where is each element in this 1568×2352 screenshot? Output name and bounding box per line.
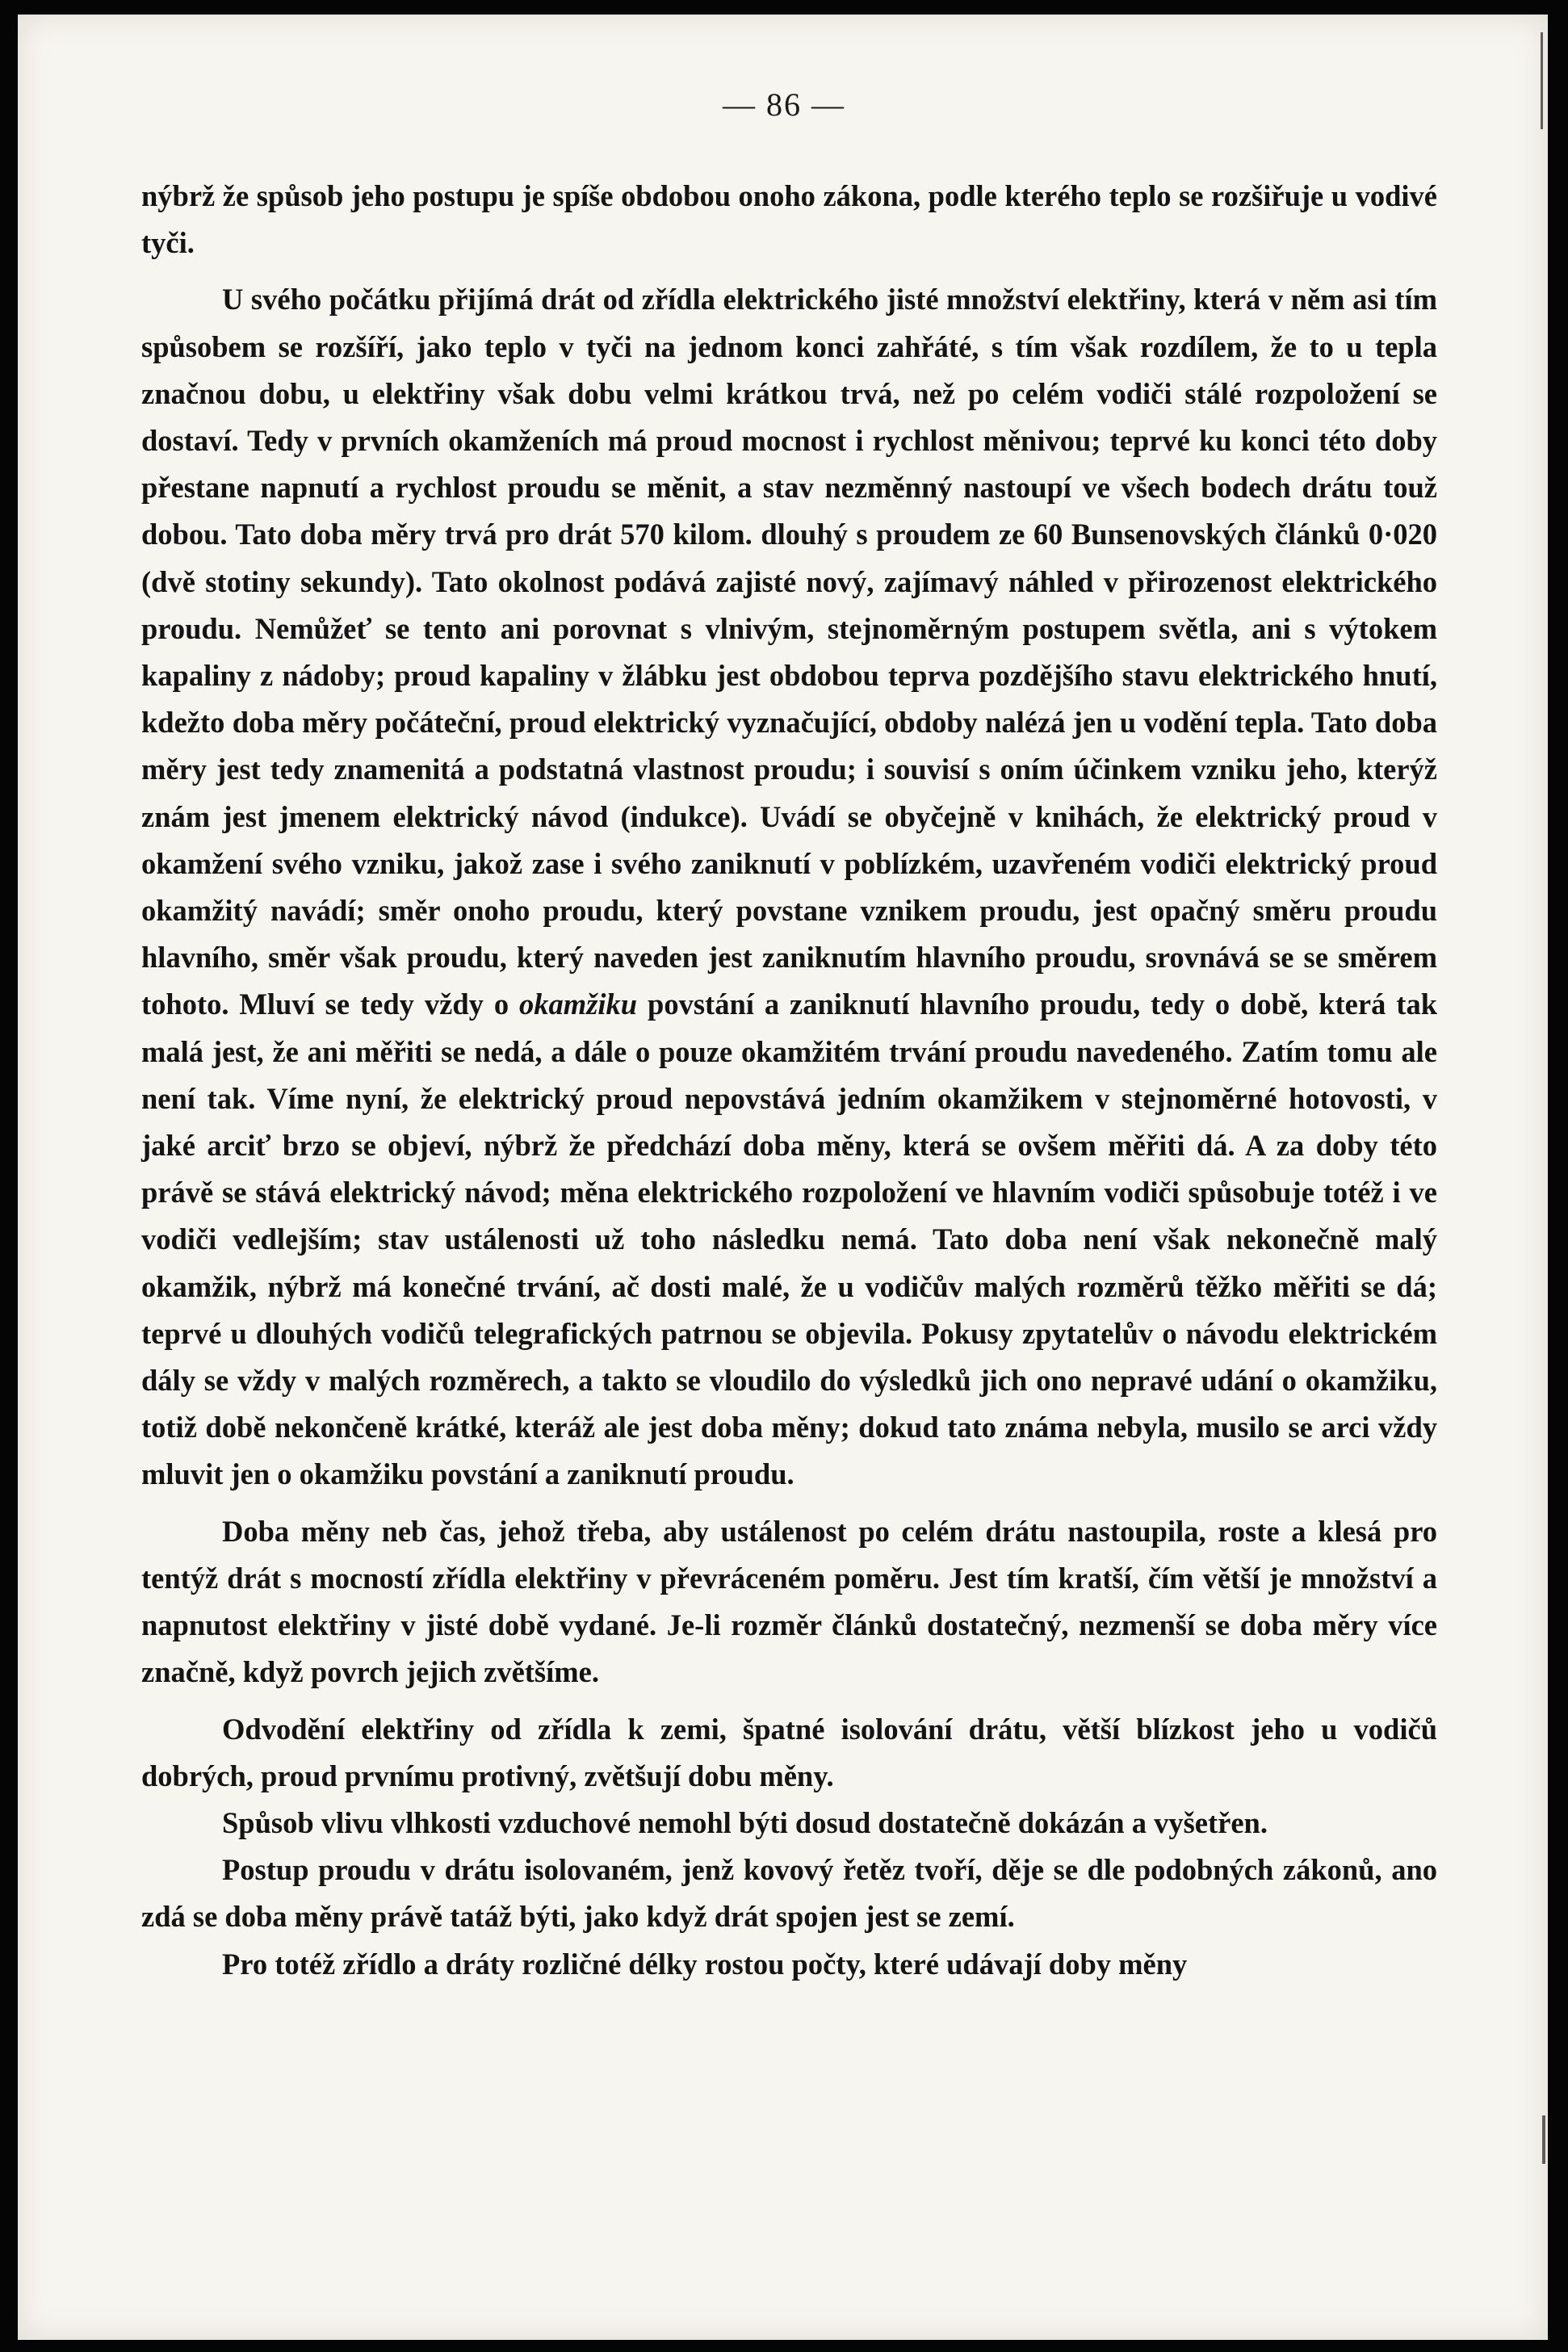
paragraph-postup: Postup proudu v drátu isolovaném, jenž kovový řetěz tvoří, děje se dle podobných zákonů, ano zdá se doba měny právě tatáž býti, jako když drát spojen jest se zemí.: [141, 1853, 1437, 1934]
scan-edge-mark: [1542, 2115, 1545, 2164]
paragraph-doba-meny: Doba měny neb čas, jehož třeba, aby ustálenost po celém drátu nastoupila, roste a klesá pro tentýž drát s mocností zřídla elektřiny v převráceném poměru. Jest tím kratší, čím větší je množství a napnutost elektřiny v jisté době vydané. Je-li rozměr článků dostatečný, nezmenší se doba měry více značně, když povrch jejich zvětšíme.: [141, 1514, 1437, 1689]
book-page: [18, 15, 1548, 2340]
body-text: [141, 173, 1437, 1988]
paragraph-continuation: nýbrž že spůsob jeho postupu je spíše obdobou onoho zákona, podle kterého teplo se rozšiřuje u vodivé tyči.: [141, 179, 1437, 260]
paragraph-vlhkost: Spůsob vlivu vlhkosti vzduchové nemohl býti dosud dostatečně dokázán a vyšetřen.: [222, 1805, 1268, 1839]
paragraph-odvodeni: Odvodění elektřiny od zřídla k zemi, špatné isolování drátu, větší blízkost jeho u vodičů dobrých, proud prvnímu protivný, zvětšují dobu měny.: [141, 1712, 1437, 1792]
page-number: — 86 —: [723, 86, 845, 123]
paragraph-doba-mery: [141, 276, 1437, 1498]
paragraph-text: U svého počátku přijímá drát od zřídla elektrického jisté množství elektřiny, která v něm asi tím spůsobem se rozšíří, jako teplo v tyči na jednom konci zahřáté, s tím však rozdílem, že to u tepla značnou dobu, u elektřiny však dobu velmi krátkou trvá, než po celém vodiči stálé rozpoložení se dostaví. Tedy v prvních okamženích má proud mocnost i rychlost měnivou; teprvé ku konci této doby přestane napnutí a rychlost proudu se měnit, a stav nezměnný nastoupí ve všech bodech drátu touž dobou. Tato doba měry trvá pro drát 570 kilom. dlouhý s proudem ze 60 Bunsenovských článků 0·020 (dvě stotiny sekundy). Tato okolnost podává zajisté nový, zajímavý náhled v přirozenost elektrického proudu. Nemůžeť se tento ani porovnat s vlnivým, stejnoměrným postupem světla, ani s výtokem kapaliny z nádoby; proud kapaliny v žlábku jest obdobou teprva pozdějšího stavu elektrického hnutí, kdežto doba měry počáteční, proud elektrický vyznačující, obdoby nalézá jen u vodění tepla. Tato doba měry jest tedy znamenitá a podstatná vlastnost proudu; i souvisí s oním účinkem vzniku jeho, kterýž znám jest jmenem elektrický návod (indukce). Uvádí se obyčejně v knihách, že elektrický proud v okamžení svého vzniku, jakož zase i svého zaniknutí v poblízkém, uzavřeném vodiči elektrický proud okamžitý navádí; směr onoho proudu, který povstane vznikem proudu, jest opačný směru proudu hlavního, směr však proudu, který naveden jest zaniknutím hlavního proudu, srovnává se se směrem tohoto. Mluví se tedy vždy o: [141, 283, 1437, 1021]
emphasis-okamziku: okamžiku: [519, 987, 638, 1021]
paragraph-text: povstání a zaniknutí hlavního proudu, tedy o době, která tak malá jest, že ani měřiti se nedá, a dále o pouze okamžitém trvání proudu navedeného. Zatím tomu ale není tak. Víme nyní, že elektrický proud nepovstává jedním okamžikem v stejnoměrné hotovosti, v jaké arciť brzo se objeví, nýbrž že předchází doba měny, která se ovšem měřiti dá. A za doby této právě se stává elektrický návod; měna elektrického rozpoložení ve hlavním vodiči spůsobuje totéž i ve vodiči vedlejším; stav ustálenosti už toho následku nemá. Tato doba není však nekonečně malý okamžik, nýbrž má konečné trvání, ač dosti malé, že u vodičův malých rozměrů těžko měřiti se dá; teprvé u dlouhých vodičů telegrafických patrnou se objevila. Pokusy zpytatelův o návodu elektrickém dály se vždy v malých rozměrech, a takto se vloudilo do výsledků jich ono nepravé udání o okamžiku, totiž době nekončeně krátké, kteráž ale jest doba měny; dokud tato známa nebyla, musilo se arci vždy mluvit jen o okamžiku povstání a zaniknutí proudu.: [141, 987, 1437, 1491]
scan-edge-mark: [1541, 32, 1543, 129]
paragraph-zridlo: Pro totéž zřídlo a dráty rozličné délky rostou počty, které udávají doby měny: [222, 1947, 1188, 1981]
